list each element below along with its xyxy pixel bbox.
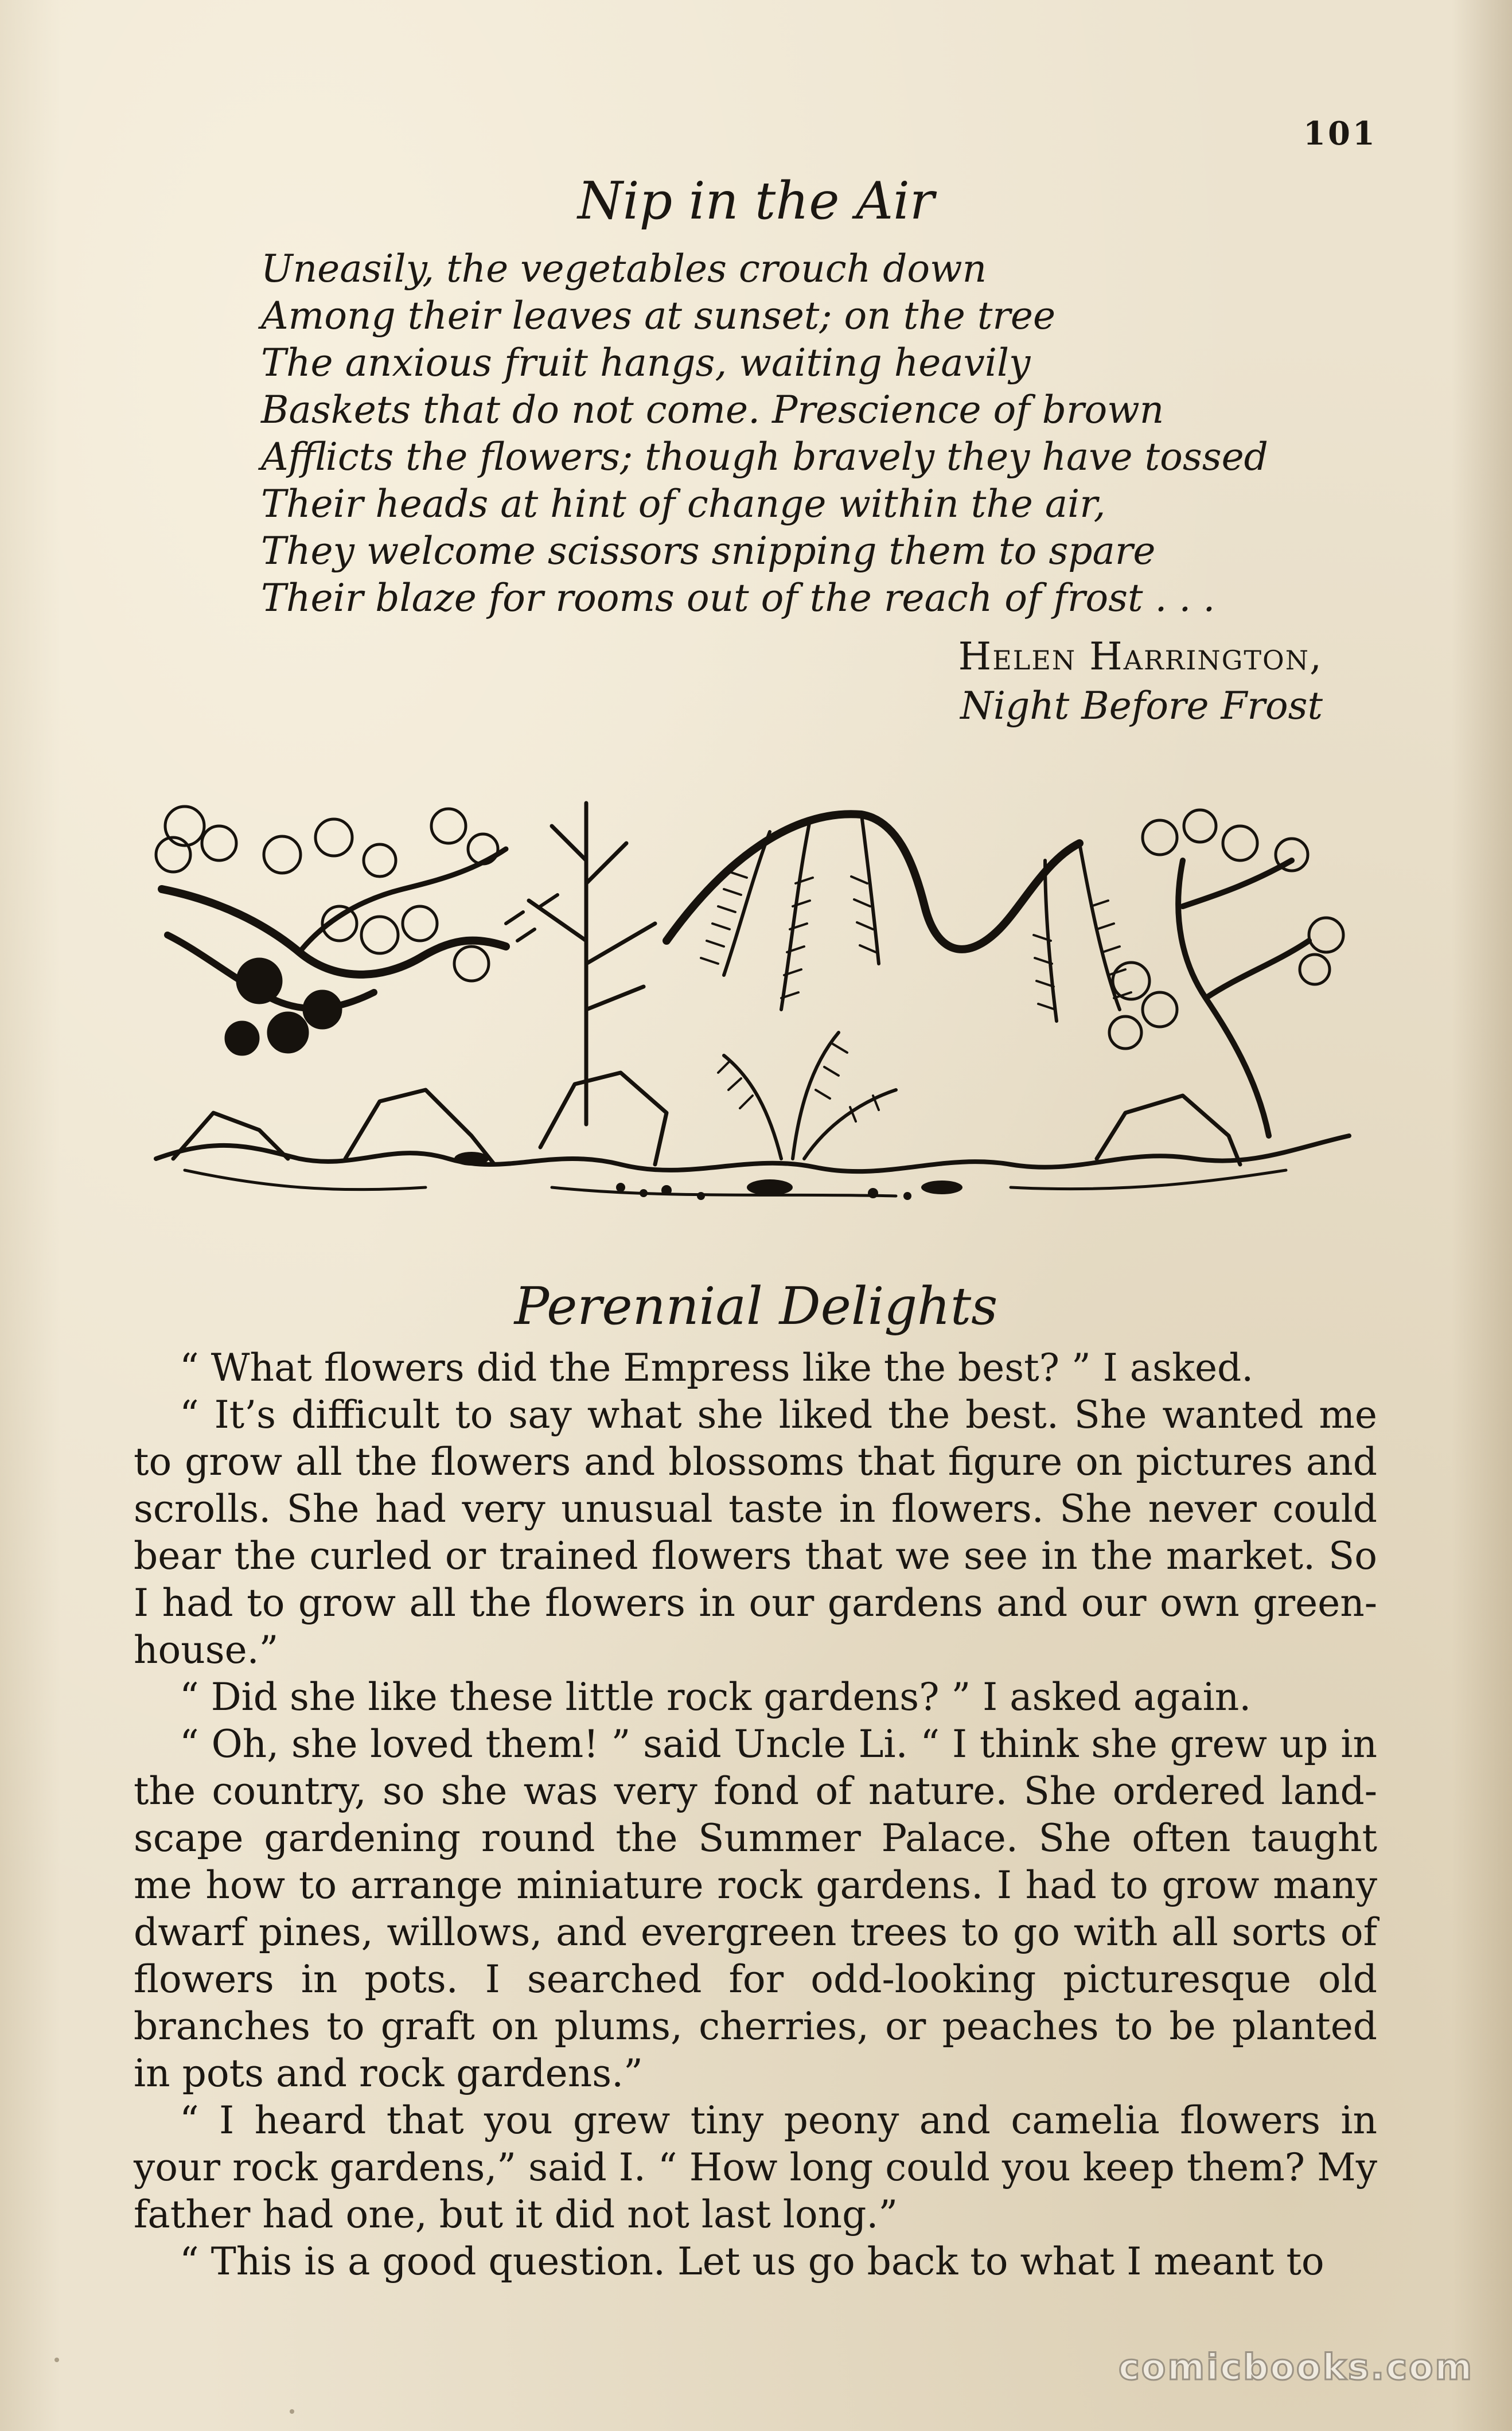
poem-line: Among their leaves at sunset; on the tree — [261, 294, 1056, 338]
paragraph: “ This is a good question. Let us go back to what I meant to — [180, 2239, 1324, 2284]
poem-line: The anxious fruit hangs, waiting heavily — [261, 341, 1031, 385]
section-title: Perennial Delights — [514, 1276, 998, 1337]
poem-line: Baskets that do not come. Prescience of brown — [261, 388, 1164, 432]
garden-landscape-icon — [150, 792, 1355, 1216]
paragraph: “ Did she like these little rock gardens? ” I asked again. — [180, 1675, 1252, 1719]
poem-attribution — [806, 632, 1323, 731]
poem-line: Uneasily, the vegetables crouch down — [261, 247, 987, 291]
poem-line: They welcome scissors snipping them to spare — [261, 529, 1156, 573]
watermark: comicbooks.com — [1119, 2346, 1474, 2388]
poem-block — [261, 246, 1293, 622]
paragraph: “ Oh, she loved them! ” said Uncle Li. “ I think she grew up in the country, so she was very fond of nature. She ordered land-scape gardening round the Summer Palace. She often taught me how to arrange miniature rock gardens. I had to grow many dwarf pines, willows, and evergreen trees to go with all sorts of flowers in pots. I searched for odd-looking picturesque old branches to graft on plums, cherries, or peaches to be planted in pots and rock gardens.” — [134, 1722, 1377, 2095]
paragraph: “ What flowers did the Empress like the best? ” I asked. — [180, 1346, 1254, 1390]
paper-speck — [54, 2358, 59, 2362]
poem-source-title: Night Before Frost — [960, 684, 1323, 728]
paragraph: “ I heard that you grew tiny peony and camelia flowers in your rock gardens,” said I. “ How long could you keep them? My father had one, but it did not last long.” — [134, 2098, 1377, 2237]
poem-title: Nip in the Air — [578, 171, 934, 231]
garden-landscape-illustration — [150, 792, 1355, 1216]
poem-line: Their heads at hint of change within the air, — [261, 482, 1106, 526]
body-text — [134, 1345, 1377, 2285]
paragraph: “ It’s difficult to say what she liked the best. She wanted me to grow all the flowers and blossoms that figure on pictures and scrolls. She had very unusual taste in flowers. She never could bear the curled or trained flowers that we see in the market. So I had to grow all the flowers in our gardens and our own green-house.” — [134, 1393, 1377, 1672]
poem-author: Helen Harrington, — [958, 634, 1323, 679]
poem-line: Afflicts the flowers; though bravely they have tossed — [261, 435, 1268, 479]
poem-line: Their blaze for rooms out of the reach of frost . . . — [261, 576, 1215, 620]
paper-speck — [290, 2409, 294, 2414]
page-number: 101 — [1303, 115, 1377, 153]
